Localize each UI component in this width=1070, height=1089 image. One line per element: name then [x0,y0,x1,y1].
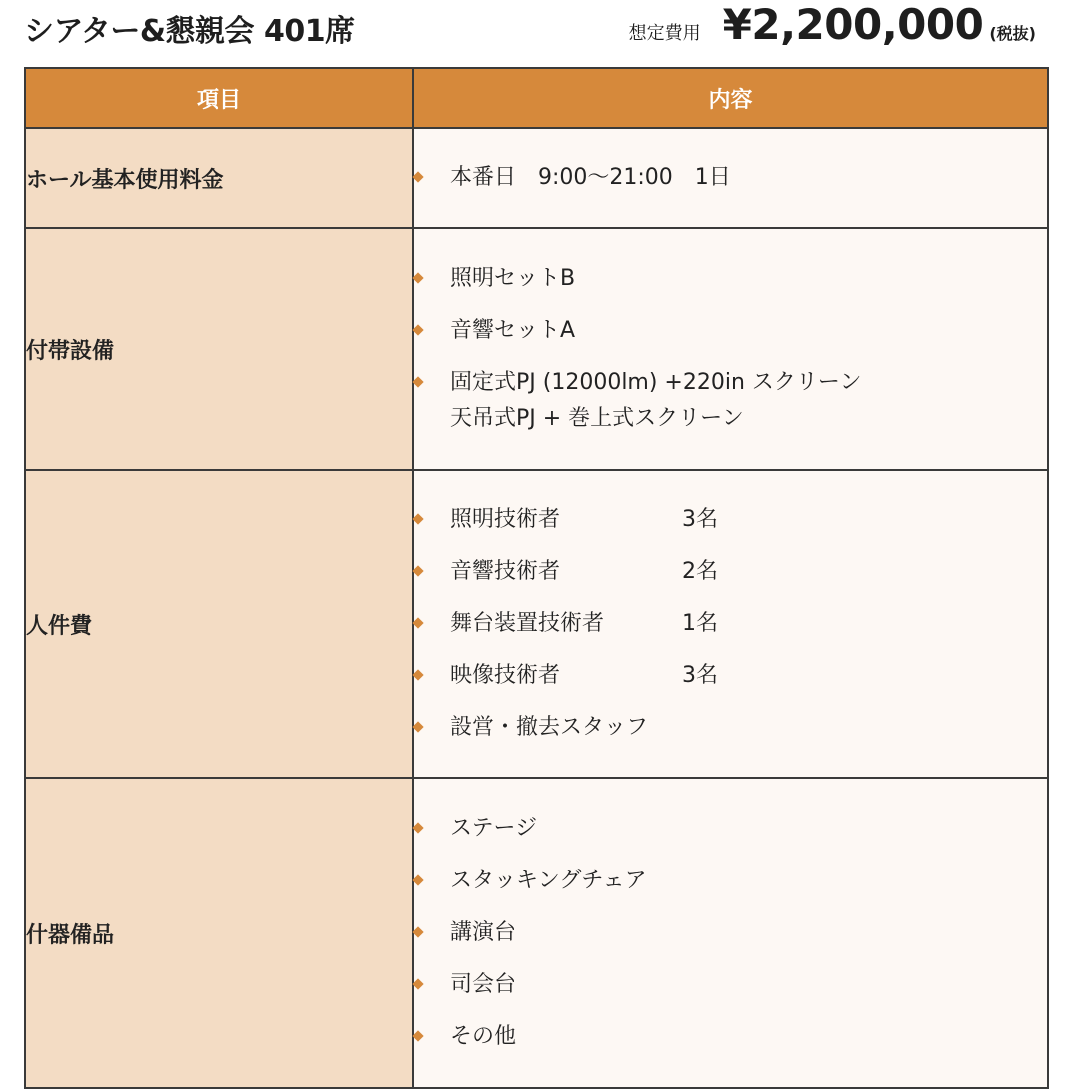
diamond-bullet-icon [414,606,426,642]
page-title: シアター&懇親会 401席 [24,14,355,49]
diamond-bullet-icon [414,915,426,951]
row-label: ホール基本使用料金 [25,128,413,228]
cost-note: (税抜) [989,24,1036,43]
list-item [414,811,1047,847]
column-header-item: 項目 [25,68,413,128]
item-text: 司会台 [450,972,517,997]
plan-table [24,67,1049,1089]
list-item [414,915,1047,951]
item-text: その他 [450,1024,517,1049]
list-item [414,1019,1047,1055]
diamond-bullet-icon [414,863,426,899]
staff-entry [450,554,718,590]
content-list [414,811,1047,1055]
list-item [414,967,1047,1003]
table-row [25,470,1048,778]
cost-label: 想定費用 [628,23,701,44]
staff-entry [450,658,718,694]
list-item [414,554,1047,590]
row-label: 什器備品 [25,778,413,1088]
item-text: 本番日 9:00〜21:00 1日 [450,165,731,190]
diamond-bullet-icon [414,1019,426,1055]
staff-role: 照明技術者 [450,507,561,532]
list-item [414,365,1047,437]
diamond-bullet-icon [414,502,426,538]
item-text: ステージ [450,816,538,841]
item-text: 講演台 [450,920,517,945]
row-label: 人件費 [25,470,413,778]
list-item [414,502,1047,538]
list-item [414,160,1047,196]
item-text: 音響セットA [450,318,576,343]
estimated-cost [629,0,1036,49]
row-content [413,470,1048,778]
staff-count: 3名 [682,663,718,688]
content-list [414,160,1047,196]
diamond-bullet-icon [414,160,426,196]
staff-entry [450,502,718,538]
row-label: 付帯設備 [25,228,413,470]
table-body [25,128,1048,1088]
diamond-bullet-icon [414,261,426,297]
diamond-bullet-icon [414,710,426,746]
diamond-bullet-icon [414,658,426,694]
item-text: 照明セットB [450,266,576,291]
row-content [413,128,1048,228]
list-item [414,710,1047,746]
staff-role: 音響技術者 [450,559,561,584]
staff-role: 映像技術者 [450,663,561,688]
staff-role: 舞台装置技術者 [450,611,605,636]
list-item [414,261,1047,297]
staff-count: 1名 [682,611,718,636]
item-text: 固定式PJ (12000lm) +220in スクリーン 天吊式PJ + 巻上式スクリーン [450,370,862,431]
staff-entry [450,606,718,642]
item-text: 設営・撤去スタッフ [450,715,649,740]
diamond-bullet-icon [414,365,426,401]
table-row [25,128,1048,228]
content-list [414,261,1047,437]
diamond-bullet-icon [414,313,426,349]
list-item [414,658,1047,694]
table-row [25,228,1048,470]
diamond-bullet-icon [414,554,426,590]
cost-value: ¥2,200,000 [722,0,984,49]
diamond-bullet-icon [414,967,426,1003]
table-header-row [25,68,1048,128]
diamond-bullet-icon [414,811,426,847]
column-header-content: 内容 [413,68,1048,128]
staff-count: 3名 [682,507,718,532]
staff-count: 2名 [682,559,718,584]
list-item [414,606,1047,642]
content-list [414,502,1047,746]
row-content [413,228,1048,470]
list-item [414,863,1047,899]
row-content [413,778,1048,1088]
page-header [24,0,1046,52]
item-text: スタッキングチェア [450,868,647,893]
table-row [25,778,1048,1088]
list-item [414,313,1047,349]
